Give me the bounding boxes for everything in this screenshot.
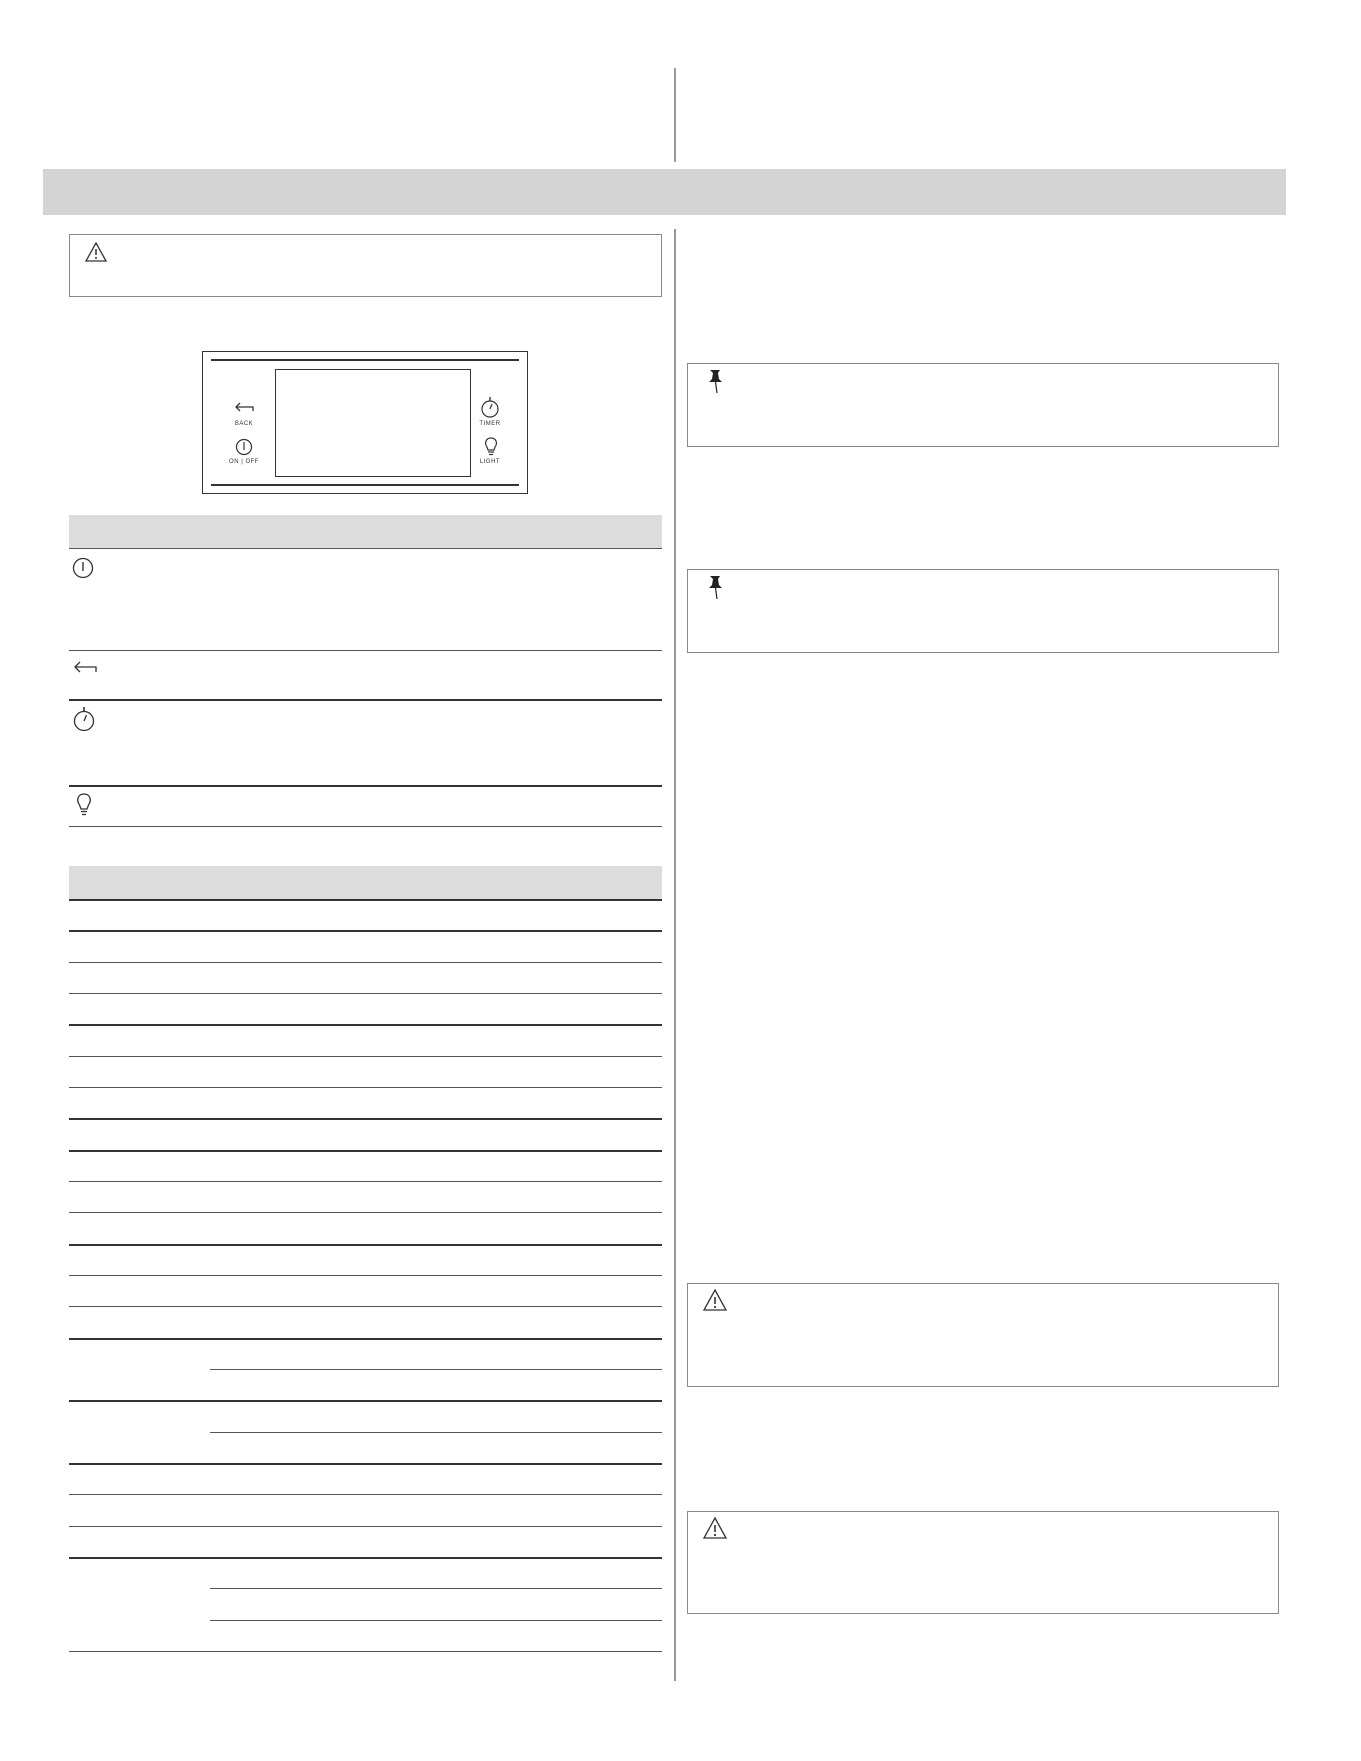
table-rule bbox=[69, 826, 662, 827]
table-rule bbox=[69, 993, 662, 994]
table-rule bbox=[69, 1087, 662, 1088]
table-rule bbox=[69, 1400, 662, 1402]
back-arrow-icon bbox=[233, 400, 255, 418]
table-subrule bbox=[210, 1369, 662, 1370]
caution-box bbox=[687, 1511, 1279, 1614]
table-rule bbox=[69, 1275, 662, 1276]
pushpin-icon bbox=[706, 368, 726, 399]
table-rule bbox=[69, 1118, 662, 1120]
control-panel-illustration bbox=[202, 351, 528, 494]
warning-triangle-icon bbox=[84, 241, 108, 268]
table-rule bbox=[69, 548, 662, 549]
timer-icon bbox=[72, 706, 96, 737]
light-label: LIGHT bbox=[479, 459, 501, 465]
settings-table-header bbox=[69, 866, 662, 899]
table-rule bbox=[69, 785, 662, 787]
timer-icon bbox=[480, 396, 500, 423]
table-rule bbox=[69, 1557, 662, 1559]
back-label: BACK bbox=[234, 421, 254, 427]
caution-box bbox=[69, 234, 662, 297]
table-rule bbox=[69, 1338, 662, 1340]
table-rule bbox=[69, 1150, 662, 1152]
warning-triangle-icon bbox=[702, 1516, 728, 1545]
on-off-label: ON | OFF bbox=[229, 459, 259, 465]
table-rule bbox=[69, 1244, 662, 1246]
power-icon bbox=[72, 557, 94, 584]
timer-label: TIMER bbox=[479, 421, 501, 427]
table-rule bbox=[69, 899, 662, 901]
table-rule bbox=[69, 650, 662, 651]
table-subrule bbox=[210, 1620, 662, 1621]
caution-box bbox=[687, 1283, 1279, 1387]
table-rule bbox=[69, 930, 662, 932]
section-header-banner bbox=[43, 169, 1286, 215]
note-box bbox=[687, 363, 1279, 447]
warning-triangle-icon bbox=[702, 1288, 728, 1317]
table-subrule bbox=[210, 1588, 662, 1589]
table-rule bbox=[69, 1463, 662, 1465]
table-rule bbox=[69, 1306, 662, 1307]
table-rule bbox=[69, 1181, 662, 1182]
table-rule bbox=[69, 1494, 662, 1495]
table-rule bbox=[69, 962, 662, 963]
display-screen bbox=[275, 369, 471, 477]
column-divider-top bbox=[674, 68, 676, 162]
power-icon bbox=[235, 438, 253, 461]
column-divider bbox=[674, 229, 676, 1681]
light-bulb-icon bbox=[76, 793, 92, 822]
table-subrule bbox=[210, 1432, 662, 1433]
back-arrow-icon bbox=[72, 660, 98, 679]
table-rule bbox=[69, 1526, 662, 1527]
table-rule bbox=[69, 1056, 662, 1057]
pushpin-icon bbox=[706, 574, 726, 605]
table-rule bbox=[69, 699, 662, 701]
controls-table-header bbox=[69, 515, 662, 548]
note-box bbox=[687, 569, 1279, 653]
table-rule bbox=[69, 1651, 662, 1652]
table-rule bbox=[69, 1212, 662, 1213]
table-rule bbox=[69, 1024, 662, 1026]
